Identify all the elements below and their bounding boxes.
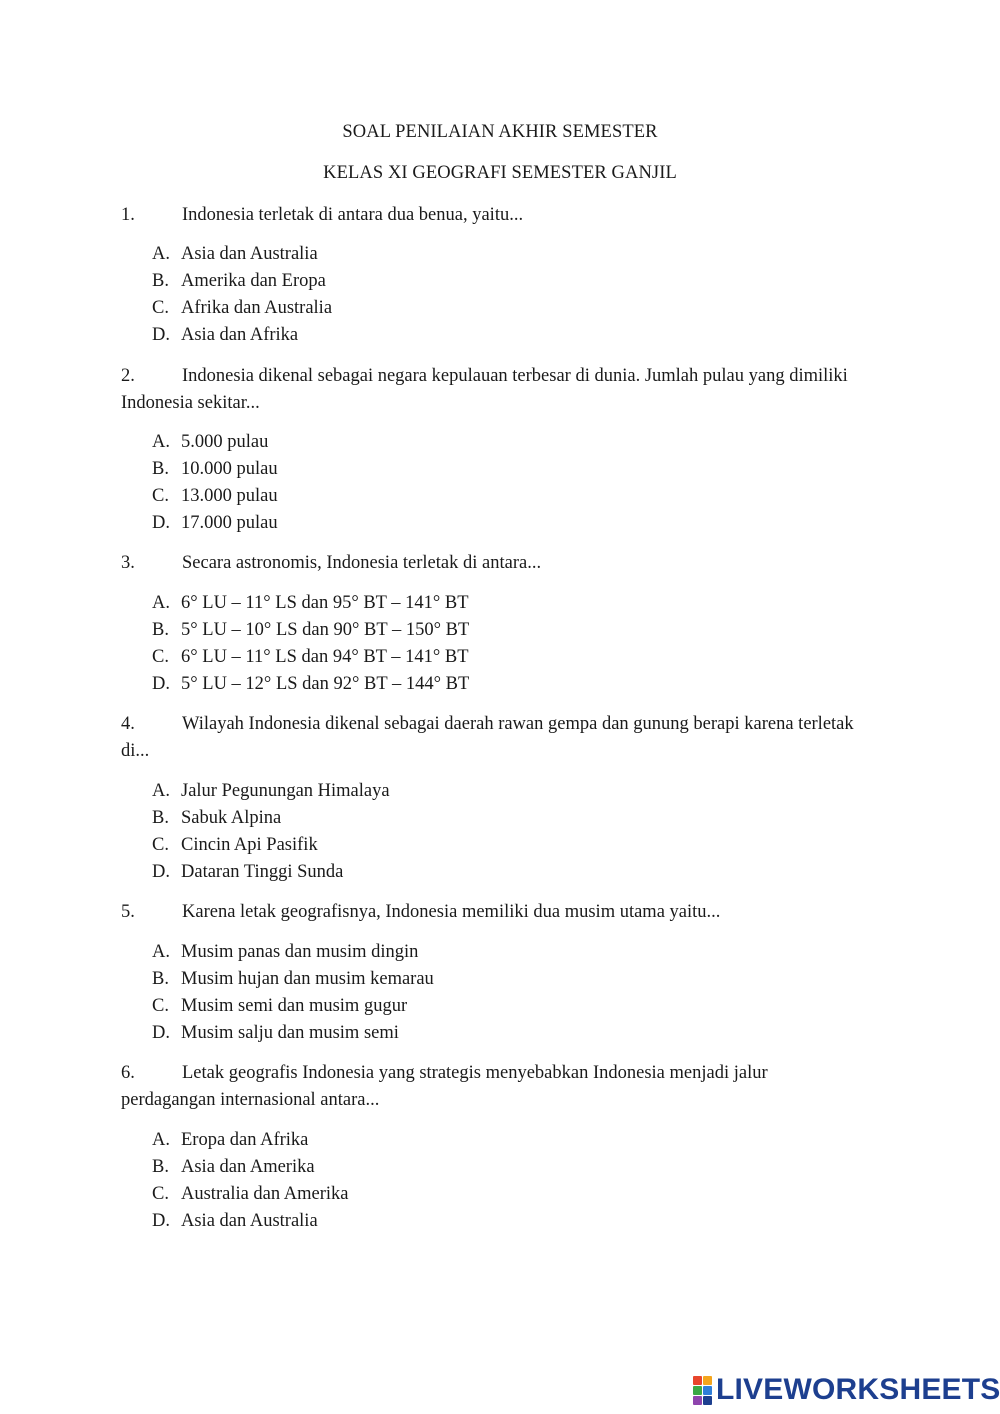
option-d[interactable]: D. Musim salju dan musim semi bbox=[152, 1023, 399, 1043]
liveworksheets-wordmark: LIVEWORKSHEETS bbox=[716, 1373, 1000, 1406]
question-number: 4. bbox=[121, 714, 135, 734]
option-b[interactable]: B. 5° LU – 10° LS dan 90° BT – 150° BT bbox=[152, 620, 470, 640]
question-1 bbox=[121, 202, 861, 229]
question-number: 6. bbox=[121, 1063, 135, 1083]
question-2-options bbox=[152, 429, 278, 537]
option-c[interactable]: C. Cincin Api Pasifik bbox=[152, 835, 318, 855]
question-text: Karena letak geografisnya, Indonesia memiliki dua musim utama yaitu... bbox=[182, 902, 721, 922]
option-d[interactable]: D. 5° LU – 12° LS dan 92° BT – 144° BT bbox=[152, 674, 470, 694]
option-c[interactable]: C. Australia dan Amerika bbox=[152, 1184, 349, 1204]
option-b[interactable]: B. Asia dan Amerika bbox=[152, 1157, 315, 1177]
option-a[interactable]: A. 6° LU – 11° LS dan 95° BT – 141° BT bbox=[152, 593, 469, 613]
question-1-options bbox=[152, 241, 332, 349]
question-5-options bbox=[152, 939, 434, 1047]
question-4 bbox=[121, 711, 861, 765]
option-a[interactable]: A. 5.000 pulau bbox=[152, 432, 269, 452]
option-a[interactable]: A. Eropa dan Afrika bbox=[152, 1130, 309, 1150]
option-c[interactable]: C. 13.000 pulau bbox=[152, 486, 278, 506]
option-d[interactable]: D. Dataran Tinggi Sunda bbox=[152, 862, 344, 882]
question-6 bbox=[121, 1060, 861, 1114]
liveworksheets-logo bbox=[693, 1374, 1000, 1406]
option-d[interactable]: D. Asia dan Australia bbox=[152, 1211, 318, 1231]
option-b[interactable]: B. Amerika dan Eropa bbox=[152, 271, 326, 291]
document-title: SOAL PENILAIAN AKHIR SEMESTER bbox=[342, 122, 658, 142]
option-b[interactable]: B. Sabuk Alpina bbox=[152, 808, 282, 828]
question-number: 3. bbox=[121, 553, 135, 573]
option-a[interactable]: A. Asia dan Australia bbox=[152, 244, 318, 264]
document-subtitle: KELAS XI GEOGRAFI SEMESTER GANJIL bbox=[323, 163, 677, 183]
question-text: Indonesia terletak di antara dua benua, yaitu... bbox=[182, 205, 524, 225]
question-text: Letak geografis Indonesia yang strategis menyebabkan Indonesia menjadi jalur perdagangan internasional antara... bbox=[121, 1063, 768, 1110]
question-4-options bbox=[152, 778, 390, 886]
question-text: Wilayah Indonesia dikenal sebagai daerah rawan gempa dan gunung berapi karena terletak di... bbox=[121, 714, 854, 761]
option-d[interactable]: D. 17.000 pulau bbox=[152, 513, 278, 533]
question-text: Indonesia dikenal sebagai negara kepulauan terbesar di dunia. Jumlah pulau yang dimiliki Indonesia sekitar... bbox=[121, 366, 848, 413]
question-2 bbox=[121, 363, 861, 417]
question-3-options bbox=[152, 590, 469, 698]
question-number: 2. bbox=[121, 366, 135, 386]
question-6-options bbox=[152, 1127, 348, 1235]
liveworksheets-mark-icon bbox=[693, 1376, 713, 1404]
question-number: 5. bbox=[121, 902, 135, 922]
option-b[interactable]: B. 10.000 pulau bbox=[152, 459, 278, 479]
option-a[interactable]: A. Musim panas dan musim dingin bbox=[152, 942, 419, 962]
question-5 bbox=[121, 899, 861, 926]
option-a[interactable]: A. Jalur Pegunungan Himalaya bbox=[152, 781, 390, 801]
question-text: Secara astronomis, Indonesia terletak di antara... bbox=[182, 553, 542, 573]
question-3 bbox=[121, 550, 861, 577]
option-b[interactable]: B. Musim hujan dan musim kemarau bbox=[152, 969, 434, 989]
option-c[interactable]: C. Afrika dan Australia bbox=[152, 298, 333, 318]
question-number: 1. bbox=[121, 205, 135, 225]
option-c[interactable]: C. Musim semi dan musim gugur bbox=[152, 996, 408, 1016]
option-c[interactable]: C. 6° LU – 11° LS dan 94° BT – 141° BT bbox=[152, 647, 469, 667]
option-d[interactable]: D. Asia dan Afrika bbox=[152, 325, 299, 345]
